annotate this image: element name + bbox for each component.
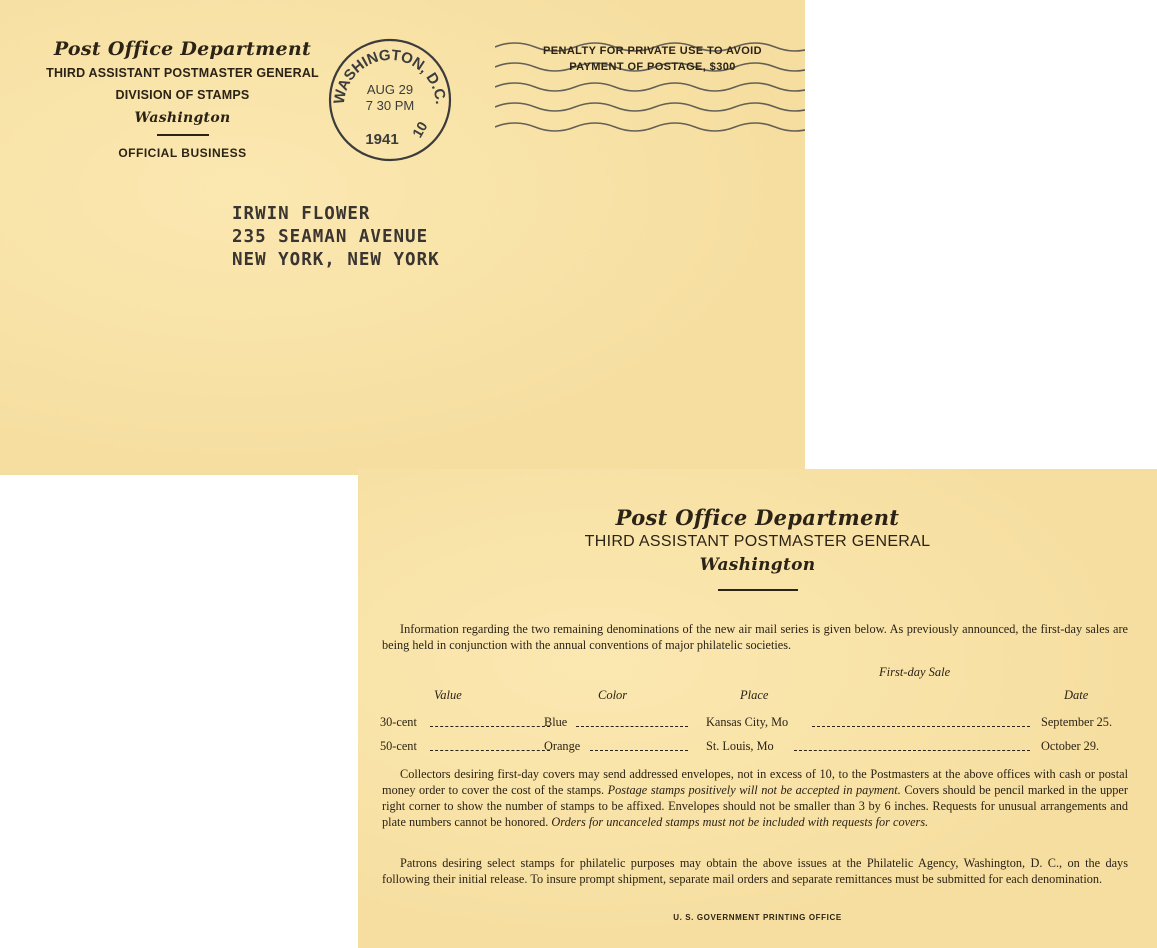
table-row <box>380 739 1132 755</box>
back-divider-rule <box>718 589 798 591</box>
official-business-label: OFFICIAL BUSINESS <box>118 146 247 160</box>
postmark-time: 7 30 PM <box>365 98 415 113</box>
postmark-stamp <box>326 36 454 164</box>
row-color: Orange <box>544 739 581 753</box>
column-header-place: Place <box>740 688 769 702</box>
postmark-city: WASHINGTON, D.C. <box>330 46 449 106</box>
back-office-name: THIRD ASSISTANT POSTMASTER GENERAL <box>584 533 931 550</box>
row-date: September 25. <box>1041 715 1113 729</box>
addressee-city: NEW YORK, NEW YORK <box>232 250 440 270</box>
city-name: Washington <box>134 110 231 126</box>
column-header-date: Date <box>1064 688 1089 702</box>
postmark-date: AUG 29 <box>366 82 414 97</box>
row-value: 30-cent <box>380 715 417 729</box>
divider-rule <box>157 134 209 136</box>
row-place: Kansas City, Mo <box>706 715 789 729</box>
office-name: THIRD ASSISTANT POSTMASTER GENERAL <box>46 66 319 80</box>
addressee-street: 235 SEAMAN AVENUE <box>232 227 429 247</box>
department-name: Post Office Department <box>53 38 312 60</box>
back-department-name: Post Office Department <box>615 505 900 530</box>
addressee-block <box>232 203 440 272</box>
row-value: 50-cent <box>380 739 417 753</box>
patrons-paragraph: Patrons desiring select stamps for philatelic purposes may obtain the above issues at the Philatelic Agency, Washington, D. C., on the days following their initial release. To insure prompt shipment, separate mail orders and separate remittances must be submitted for each denomination. <box>382 856 1128 886</box>
back-header <box>358 505 1157 591</box>
postcard-back <box>358 469 1157 948</box>
addressee-name: IRWIN FLOWER <box>232 204 371 224</box>
first-day-sale-header: First-day Sale <box>879 665 951 679</box>
row-date: October 29. <box>1041 739 1100 753</box>
table-row <box>380 715 1132 731</box>
division-name: DIVISION OF STAMPS <box>115 88 250 102</box>
collectors-paragraph: Collectors desiring first-day covers may send addressed envelopes, not in excess of 10, to the Postmasters at the above offices with cash or postal money order to cover the cost of the stamps. Postage stamps positively will not be accepted in payment. Covers should be pencil marked in the upper right corner to show the number of stamps to be affixed. Envelopes should not be smaller than 3 by 6 inches. Requests for unusual arrangements and plate numbers cannot be honored. Orders for uncanceled stamps must not be included with requests for covers. <box>382 767 1128 829</box>
return-address <box>30 38 335 160</box>
postmark-year: 1941 <box>365 131 399 148</box>
row-place: St. Louis, Mo <box>706 739 774 753</box>
penalty-line-1: PENALTY FOR PRIVATE USE TO AVOID <box>543 45 762 57</box>
back-city-name: Washington <box>699 555 816 575</box>
column-header-color: Color <box>598 688 628 702</box>
row-color: Blue <box>544 715 568 729</box>
column-header-value: Value <box>434 688 462 702</box>
penalty-line-2: PAYMENT OF POSTAGE, $300 <box>569 61 736 73</box>
postcard-front <box>0 0 805 475</box>
postmark-number: 10 <box>408 118 431 141</box>
penalty-notice <box>500 43 805 75</box>
printing-office-footer: U. S. GOVERNMENT PRINTING OFFICE <box>673 913 842 922</box>
intro-paragraph: Information regarding the two remaining denominations of the new air mail series is given below. As previously announced, the first-day sales are being held in conjunction with the annual conventions of major philatelic societies. <box>382 622 1128 652</box>
